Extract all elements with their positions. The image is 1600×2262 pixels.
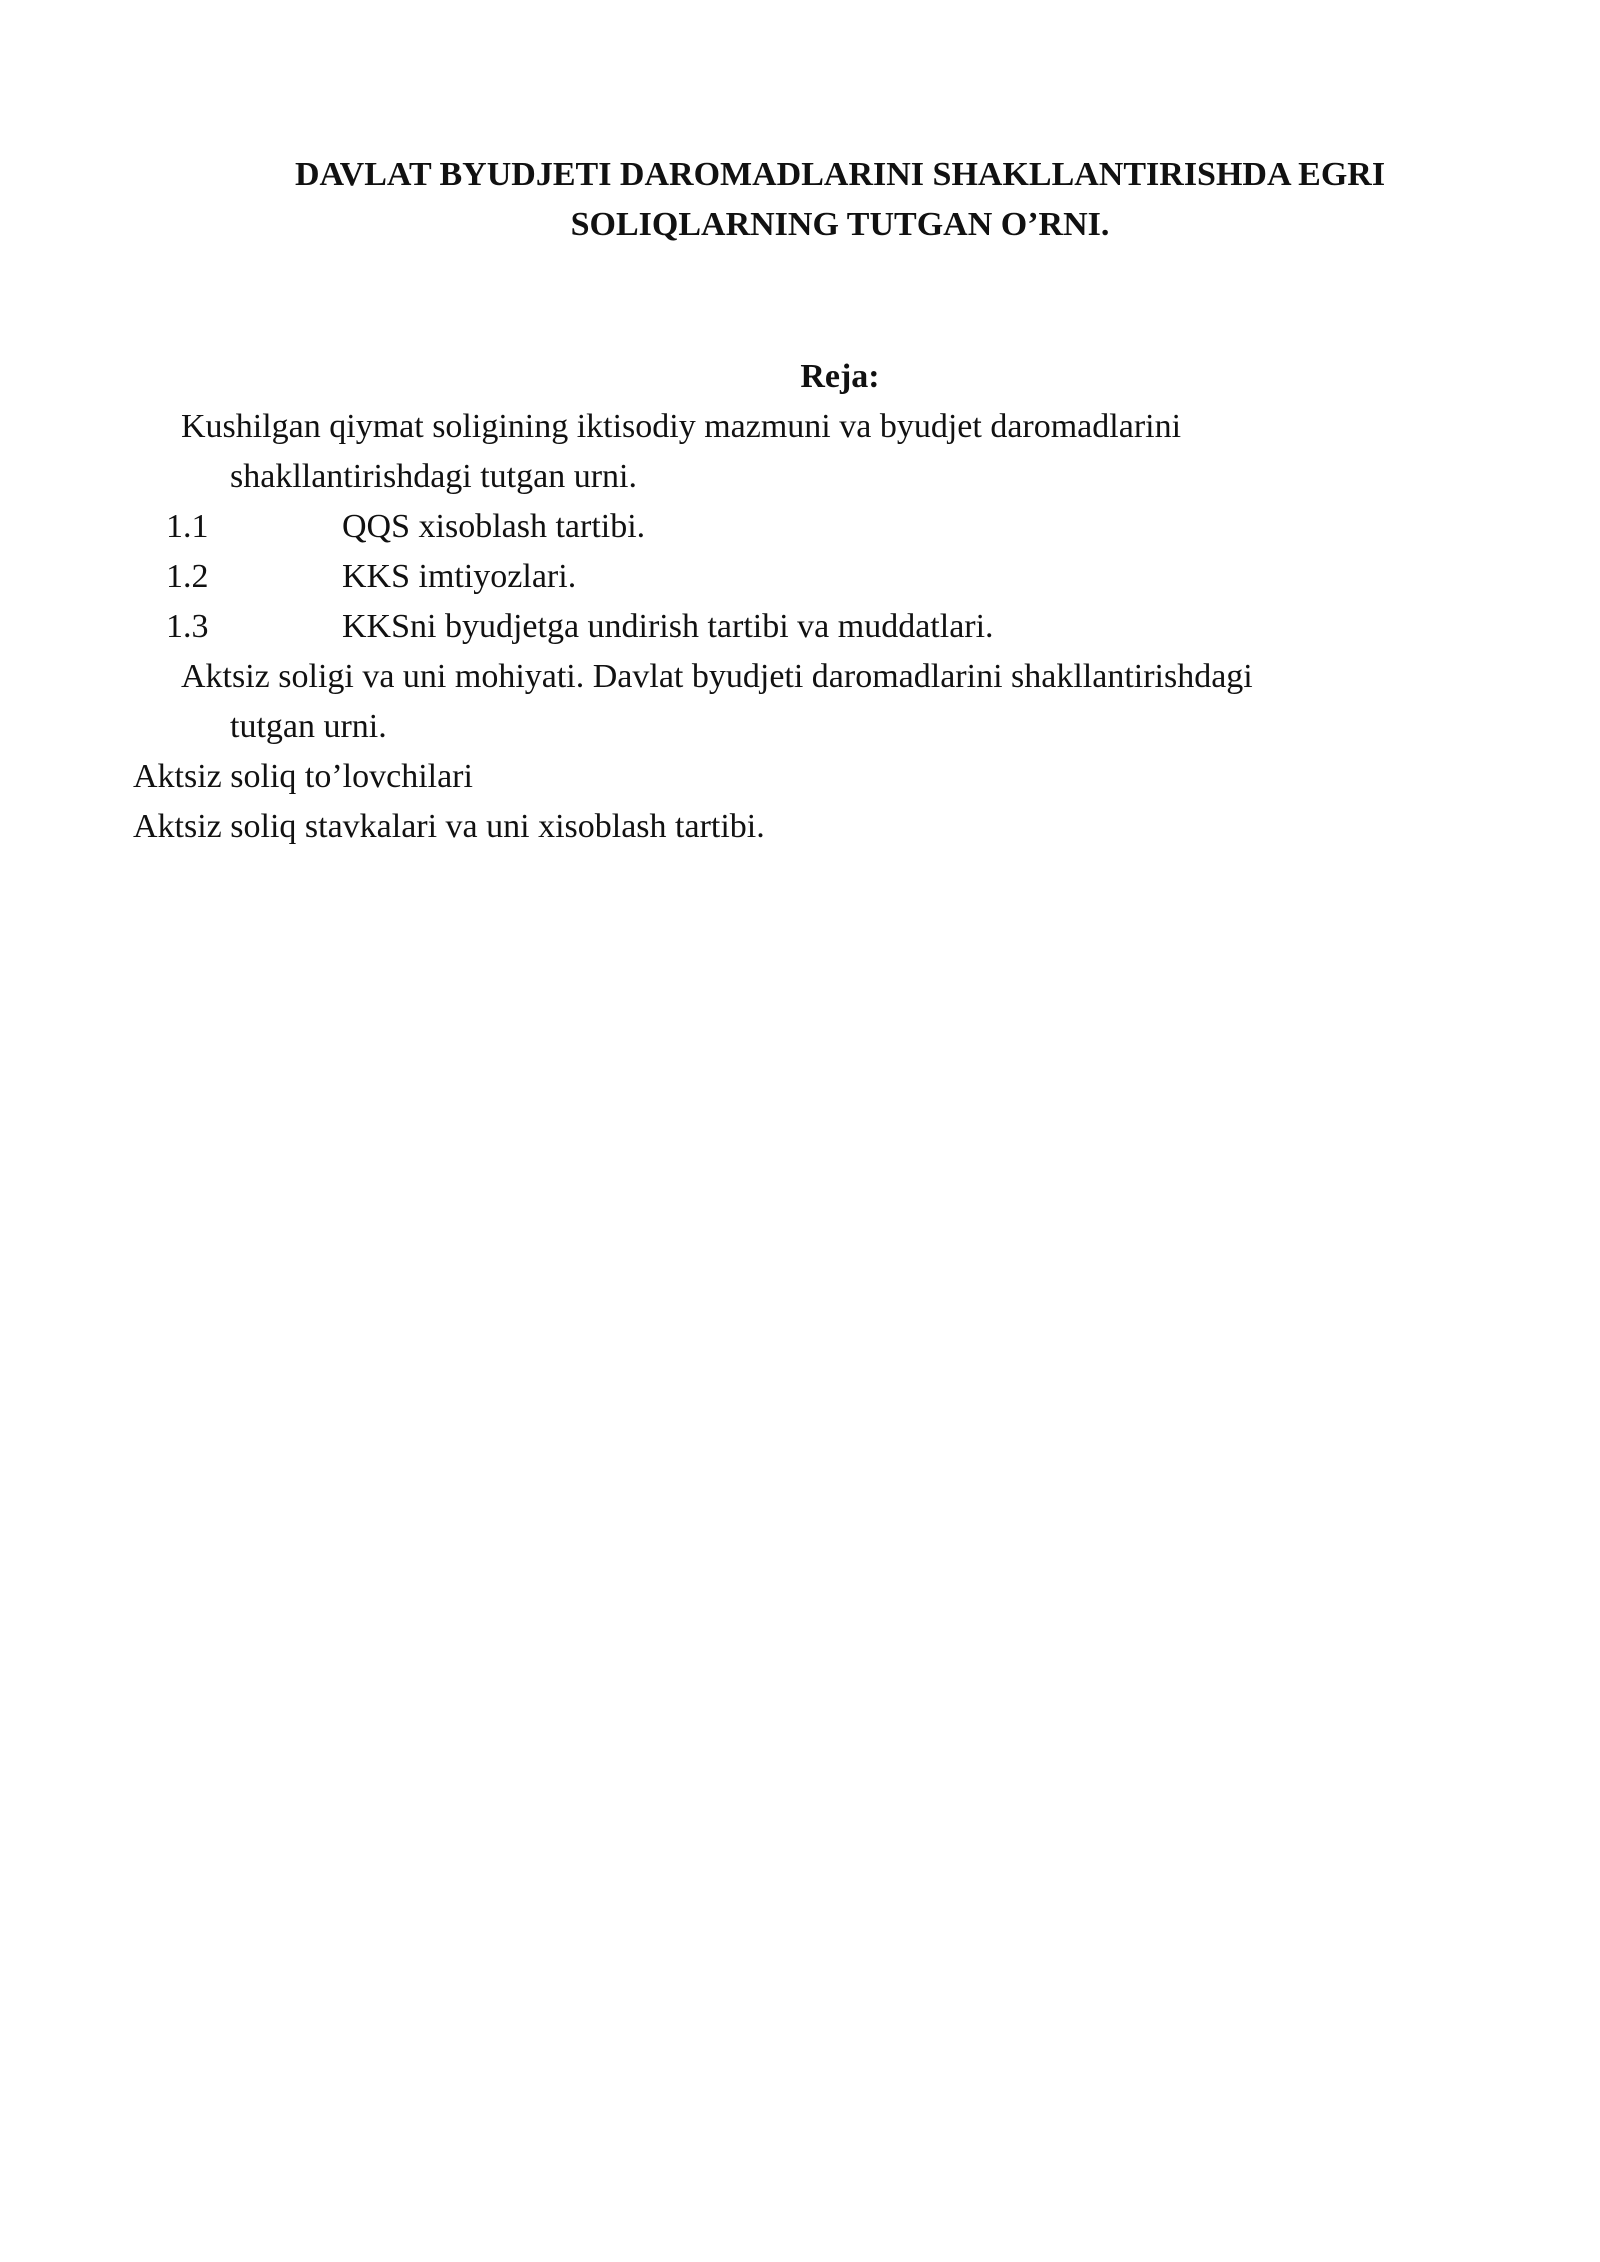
plan-heading: Reja: (800, 358, 880, 395)
document-title-line-1: DAVLAT BYUDJETI DAROMADLARINI SHAKLLANTIRISHDA EGRI (294, 156, 1386, 193)
document-title (200, 150, 1480, 250)
plan-item-1-line-1: Kushilgan qiymat soligining iktisodiy mazmuni va byudjet daromadlarini (181, 408, 1182, 445)
plan-item-1-line-2: shakllantirishdagi tutgan urni. (230, 458, 637, 495)
subitem-text: KKS imtiyozlari. (342, 558, 577, 595)
subitem-text: KKSni byudjetga undirish tartibi va muddatlari. (342, 608, 994, 645)
subitem-text: QQS xisoblash tartibi. (342, 508, 646, 545)
subitem-number: 1.2 (166, 558, 209, 595)
subitem-number: 1.1 (166, 508, 209, 545)
document-title-line-2: SOLIQLARNING TUTGAN O’RNI. (570, 206, 1110, 243)
plan-item-2-line-1: Aktsiz soligi va uni mohiyati. Davlat byudjeti daromadlarini shakllantirishdagi (181, 658, 1253, 695)
plan-item-2-line-2: tutgan urni. (230, 708, 387, 745)
subitem-number: 1.3 (166, 608, 209, 645)
plan-item-3: Aktsiz soliq to’lovchilari (133, 758, 473, 795)
plan-item-4: Aktsiz soliq stavkalari va uni xisoblash tartibi. (133, 808, 765, 845)
